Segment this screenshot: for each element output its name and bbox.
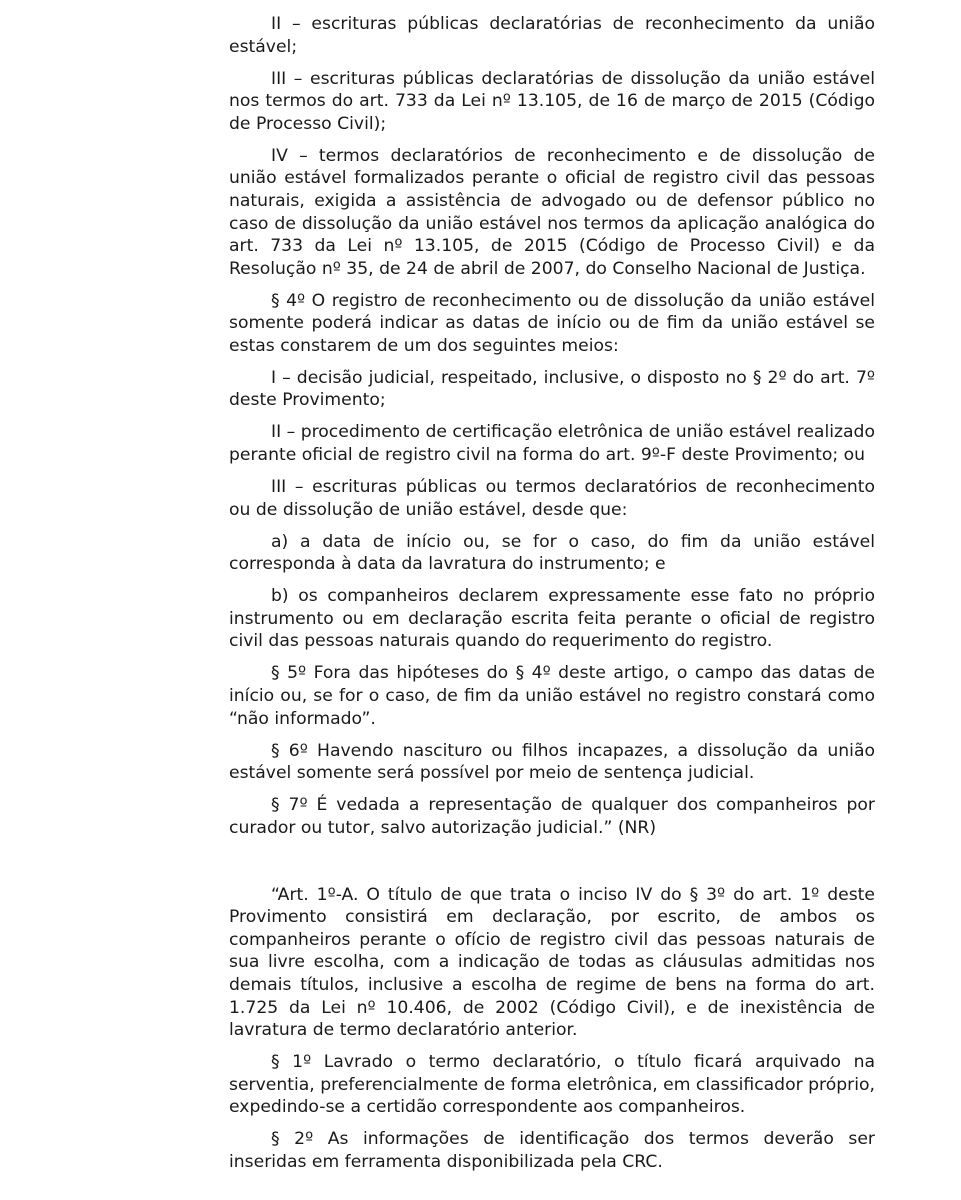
document-page: [229, 13, 875, 1183]
paragraph-item-iv: IV – termos declaratórios de reconhecimento e de dissolução de união estável formalizados perante o oficial de registro civil das pessoas naturais, exigida a assistência de advogado ou de defensor público no caso de dissolução da união estável nos termos da aplicação analógica do art. 733 da Lei nº 13.105, de 2015 (Código de Processo Civil) e da Resolução nº 35, de 24 de abril de 2007, do Conselho Nacional de Justiça.: [229, 145, 875, 279]
paragraph-section-7: § 7º É vedada a representação de qualquer dos companheiros por curador ou tutor, salvo autorização judicial.” (NR): [229, 795, 875, 838]
paragraph-section-4-item-iii: III – escrituras públicas ou termos declaratórios de reconhecimento ou de dissolução de união estável, desde que:: [229, 477, 875, 520]
paragraph-art-1a: “Art. 1º-A. O título de que trata o inciso IV do § 3º do art. 1º deste Provimento consistirá em declaração, por escrito, de ambos os companheiros perante o ofício de registro civil das pessoas naturais de sua livre escolha, com a indicação de todas as cláusulas admitidas nos demais títulos, inclusive a escolha de regime de bens na forma do art. 1.725 da Lei nº 10.406, de 2002 (Código Civil), e de inexistência de lavratura de termo declaratório anterior.: [229, 884, 875, 1041]
paragraph-section-5: § 5º Fora das hipóteses do § 4º deste artigo, o campo das datas de início ou, se for o caso, de fim da união estável no registro constará como “não informado”.: [229, 663, 875, 729]
paragraph-item-ii: II – escrituras públicas declaratórias de reconhecimento da união estável;: [229, 14, 875, 57]
paragraph-section-4-item-ii: II – procedimento de certificação eletrônica de união estável realizado perante oficial de registro civil na forma do art. 9º-F deste Provimento; ou: [229, 422, 875, 466]
paragraph-section-4-item-i: I – decisão judicial, respeitado, inclusive, o disposto no § 2º do art. 7º deste Provimento;: [229, 367, 875, 411]
paragraph-item-iii: III – escrituras públicas declaratórias de dissolução da união estável nos termos do art. 733 da Lei nº 13.105, de 16 de março de 2015 (Código de Processo Civil);: [229, 68, 875, 134]
section-gap: [229, 849, 875, 884]
paragraph-art-1a-section-1: § 1º Lavrado o termo declaratório, o título ficará arquivado na serventia, preferencialmente de forma eletrônica, em classificador próprio, expedindo-se a certidão correspondente aos companheiros.: [229, 1052, 875, 1118]
paragraph-item-a: a) a data de início ou, se for o caso, do fim da união estável corresponda à data da lavratura do instrumento; e: [229, 531, 875, 575]
paragraph-item-b: b) os companheiros declarem expressamente esse fato no próprio instrumento ou em declaração escrita feita perante o oficial de registro civil das pessoas naturais quando do requerimento do registro.: [229, 586, 875, 652]
paragraph-section-4: § 4º O registro de reconhecimento ou de dissolução da união estável somente poderá indicar as datas de início ou de fim da união estável se estas constarem de um dos seguintes meios:: [229, 290, 875, 356]
paragraph-section-6: § 6º Havendo nascituro ou filhos incapazes, a dissolução da união estável somente será possível por meio de sentença judicial.: [229, 740, 875, 784]
paragraph-art-1a-section-2: § 2º As informações de identificação dos termos deverão ser inseridas em ferramenta disponibilizada pela CRC.: [229, 1129, 875, 1172]
